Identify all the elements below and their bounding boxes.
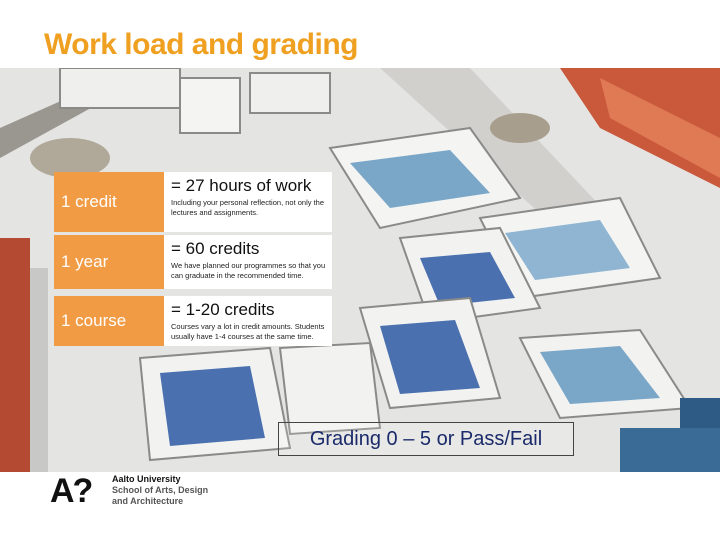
card-credit-label: 1 credit	[54, 172, 164, 232]
logo-text	[112, 474, 312, 507]
card-year	[54, 235, 332, 289]
card-course-desc: Courses vary a lot in credit amounts. Students usually have 1-4 courses at the same time.	[171, 322, 325, 341]
card-course-main: = 1-20 credits	[171, 300, 275, 319]
logo-line-university: Aalto University	[112, 474, 181, 484]
card-credit	[54, 172, 332, 232]
slide-title: Work load and grading	[44, 28, 358, 61]
card-year-desc: We have planned our programmes so that you can graduate in the recommended time.	[171, 261, 326, 280]
card-credit-main: = 27 hours of work	[171, 176, 312, 195]
grading-box: Grading 0 – 5 or Pass/Fail	[278, 422, 574, 456]
logo-line-school: School of Arts, Design	[112, 485, 209, 495]
logo-line-architecture: and Architecture	[112, 496, 184, 506]
card-year-label: 1 year	[54, 235, 164, 289]
card-course-label: 1 course	[54, 296, 164, 346]
logo-mark: A?	[50, 472, 92, 510]
card-course	[54, 296, 332, 346]
card-credit-desc: Including your personal reflection, not only the lectures and assignments.	[171, 198, 325, 217]
card-year-main: = 60 credits	[171, 239, 260, 258]
